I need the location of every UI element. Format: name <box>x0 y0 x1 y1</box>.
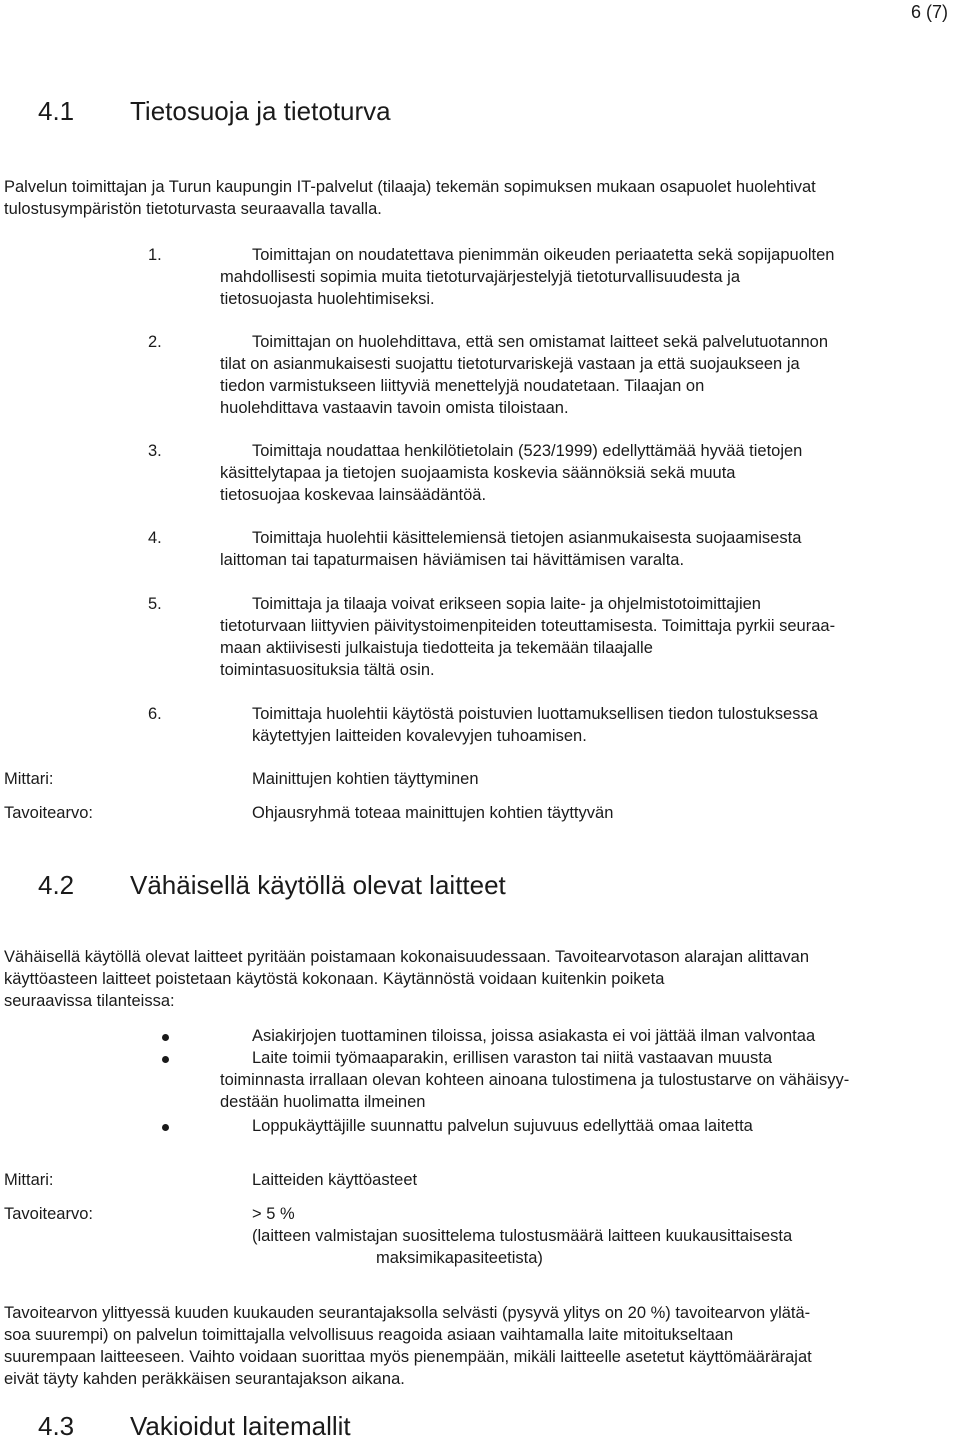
bullet-line: toiminnasta irrallaan olevan kohteen ainoana tulostimena ja tulostustarve on vähäisyy- <box>220 1071 850 1089</box>
section-4-3-title: Vakioidut laitemallit <box>130 1411 351 1441</box>
list-item-line: mahdollisesti sopimia muita tietoturvajärjestelyjä tietoturvallisuudesta ja <box>220 268 740 286</box>
bullet-icon <box>162 1034 169 1041</box>
list-item-number: 6. <box>148 705 162 723</box>
closing-line: suurempaan laitteeseen. Vaihto voidaan suorittaa myös pienempään, mikäli laitteelle asetetut käyttömäärärajat <box>4 1348 812 1366</box>
list-item-line: toimintasuosituksia tältä osin. <box>220 661 435 679</box>
list-item-line: tietosuojaa koskevaa lainsäädäntöä. <box>220 486 487 504</box>
list-item-number: 1. <box>148 246 162 264</box>
list-item-line: tietosuojasta huolehtimiseksi. <box>220 290 435 308</box>
bullet-line: destään huolimatta ilmeinen <box>220 1093 426 1111</box>
tavoitearvo-label: Tavoitearvo: <box>4 1205 93 1223</box>
closing-line: eivät täyty kahden peräkkäisen seurantajakson aikana. <box>4 1370 405 1388</box>
list-item-line: käytettyjen laitteiden kovalevyjen tuhoamisen. <box>252 727 587 745</box>
section-4-1-number: 4.1 <box>38 96 75 126</box>
list-item-line: tietoturvaan liittyvien päivitystoimenpiteiden toteuttamisesta. Toimittaja pyrkii seuraa- <box>220 617 836 635</box>
list-item-line: laittoman tai tapaturmaisen häviämisen tai hävittämisen varalta. <box>220 551 685 569</box>
section-4-2-intro-line: seuraavissa tilanteissa: <box>4 992 175 1010</box>
list-item-line: Toimittajan on huolehdittava, että sen omistamat laitteet sekä palvelutuotannon <box>252 333 829 351</box>
mittari-label: Mittari: <box>4 770 54 788</box>
tavoitearvo-label: Tavoitearvo: <box>4 804 93 822</box>
mittari-value: Mainittujen kohtien täyttyminen <box>252 770 479 788</box>
list-item-line: Toimittaja ja tilaaja voivat erikseen sopia laite- ja ohjelmistotoimittajien <box>252 595 761 613</box>
list-item-number: 3. <box>148 442 162 460</box>
bullet-icon <box>162 1124 169 1131</box>
section-4-2-title: Vähäisellä käytöllä olevat laitteet <box>130 870 506 900</box>
bullet-line: Laite toimii työmaaparakin, erillisen varaston tai niitä vastaavan muusta <box>252 1049 773 1067</box>
list-item-number: 4. <box>148 529 162 547</box>
list-item-number: 2. <box>148 333 162 351</box>
section-4-2-intro-line: Vähäisellä käytöllä olevat laitteet pyritään poistamaan kokonaisuudessaan. Tavoitearvotason alarajan alittavan <box>4 948 810 966</box>
section-4-2-number: 4.2 <box>38 870 75 900</box>
tavoitearvo-value: Ohjausryhmä toteaa mainittujen kohtien täyttyvän <box>252 804 614 822</box>
list-item-number: 5. <box>148 595 162 613</box>
section-4-1-intro-line: Palvelun toimittajan ja Turun kaupungin IT-palvelut (tilaaja) tekemän sopimuksen mukaan osapuolet huolehtivat <box>4 178 816 196</box>
list-item-line: Toimittaja huolehtii käsittelemiensä tietojen asianmukaisesta suojaamisesta <box>252 529 802 547</box>
list-item-line: Toimittaja huolehtii käytöstä poistuvien luottamuksellisen tiedon tulostuksessa <box>252 705 818 723</box>
bullet-icon <box>162 1056 169 1063</box>
tavoitearvo-note: (laitteen valmistajan suosittelema tulostusmäärä laitteen kuukausittaisesta <box>252 1227 793 1245</box>
tavoitearvo-value: > 5 % <box>252 1205 295 1223</box>
tavoitearvo-note: maksimikapasiteetista) <box>376 1249 543 1267</box>
list-item-line: maan aktiivisesti julkaistuja tiedotteita ja tekemään tilaajalle <box>220 639 653 657</box>
list-item-line: huolehdittava vastaavin tavoin omista tiloistaan. <box>220 399 569 417</box>
list-item-line: tilat on asianmukaisesti suojattu tietoturvariskejä vastaan ja että suojaukseen ja <box>220 355 800 373</box>
list-item-line: Toimittajan on noudatettava pienimmän oikeuden periaatetta sekä sopijapuolten <box>252 246 835 264</box>
bullet-line: Loppukäyttäjille suunnattu palvelun sujuvuus edellyttää omaa laitetta <box>252 1117 753 1135</box>
mittari-value: Laitteiden käyttöasteet <box>252 1171 418 1189</box>
section-4-2-intro-line: käyttöasteen laitteet poistetaan käytöstä kokonaan. Käytännöstä voidaan kuitenkin poiketa <box>4 970 665 988</box>
section-4-1-title: Tietosuoja ja tietoturva <box>130 96 391 126</box>
list-item-line: Toimittaja noudattaa henkilötietolain (523/1999) edellyttämää hyvää tietojen <box>252 442 803 460</box>
mittari-label: Mittari: <box>4 1171 54 1189</box>
page-number: 6 (7) <box>910 2 948 22</box>
bullet-line: Asiakirjojen tuottaminen tiloissa, joissa asiakasta ei voi jättää ilman valvontaa <box>252 1027 816 1045</box>
closing-line: soa suurempi) on palvelun toimittajalla velvollisuus reagoida asiaan vaihtamalla laite mitoitukseltaan <box>4 1326 734 1344</box>
section-4-3-number: 4.3 <box>38 1411 75 1441</box>
list-item-line: käsittelytapaa ja tietojen suojaamista koskevia säännöksiä sekä muuta <box>220 464 736 482</box>
closing-line: Tavoitearvon ylittyessä kuuden kuukauden seurantajaksolla selvästi (pysyvä ylitys on 20 %) tavoitearvon ylätä- <box>4 1304 811 1322</box>
section-4-1-intro-line: tulostusympäristön tietoturvasta seuraavalla tavalla. <box>4 200 382 218</box>
list-item-line: tiedon varmistukseen liittyviä menettelyjä noudatetaan. Tilaajan on <box>220 377 705 395</box>
